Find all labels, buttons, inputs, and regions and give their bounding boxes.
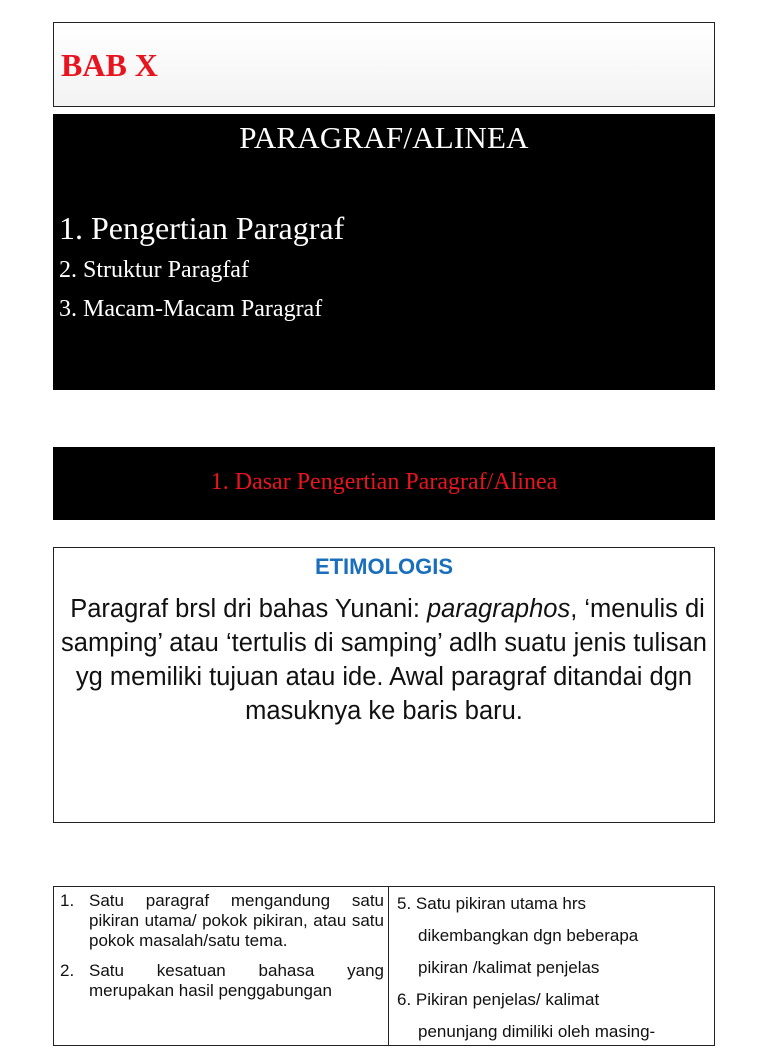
list-item <box>54 891 388 951</box>
etymology-text-before: Paragraf brsl dri bahas Yunani: <box>70 595 427 623</box>
etymology-term: paragraphos <box>427 595 571 623</box>
characteristics-left-column <box>54 887 389 1045</box>
list-item-text: 6. Pikiran penjelas/ kalimat <box>397 990 600 1009</box>
slide-etymology <box>53 547 715 823</box>
outline-heading: PARAGRAF/ALINEA <box>239 120 529 155</box>
list-item-text: dikembangkan dgn beberapa <box>418 926 639 945</box>
list-item <box>389 984 714 1016</box>
list-item-text: pikiran /kalimat penjelas <box>418 958 600 977</box>
section-title: 1. Dasar Pengertian Paragraf/Alinea <box>210 469 558 495</box>
list-item <box>54 961 388 1001</box>
list-item-text: 5. Satu pikiran utama hrs <box>397 894 586 913</box>
etymology-label: ETIMOLOGIS <box>314 554 454 579</box>
characteristics-right-column <box>389 887 714 1045</box>
list-item-number: 1. <box>60 891 75 910</box>
list-item-text: Satu paragraf mengandung satu pikiran utama/ pokok pikiran, atau satu pokok masalah/satu tema. <box>89 891 384 950</box>
slide-characteristics-table <box>53 886 715 1046</box>
etymology-text-after: , ‘menulis di samping’ atau ‘tertulis di samping’ adlh suatu jenis tulisan yg memiliki tujuan atau ide. Awal paragraf ditandai dgn masuknya ke baris baru. <box>61 595 707 725</box>
etymology-text <box>60 592 708 728</box>
outline-item-2: 2. Struktur Paragfaf <box>59 257 249 283</box>
list-item <box>389 888 714 920</box>
list-item-continuation <box>389 952 714 984</box>
slide-outline <box>53 114 715 390</box>
list-item-number: 2. <box>60 961 75 980</box>
list-item-continuation <box>389 1016 714 1048</box>
slide-section-title <box>53 447 715 520</box>
list-item-continuation <box>389 920 714 952</box>
list-item-text: penunjang dimiliki oleh masing- <box>418 1022 656 1041</box>
outline-item-3: 3. Macam-Macam Paragraf <box>59 296 323 322</box>
chapter-title: BAB X <box>61 47 158 83</box>
slide-chapter-title <box>53 22 715 107</box>
list-item-text: Satu kesatuan bahasa yang merupakan hasil penggabungan <box>89 961 384 1000</box>
outline-item-1: 1. Pengertian Paragraf <box>59 210 345 246</box>
